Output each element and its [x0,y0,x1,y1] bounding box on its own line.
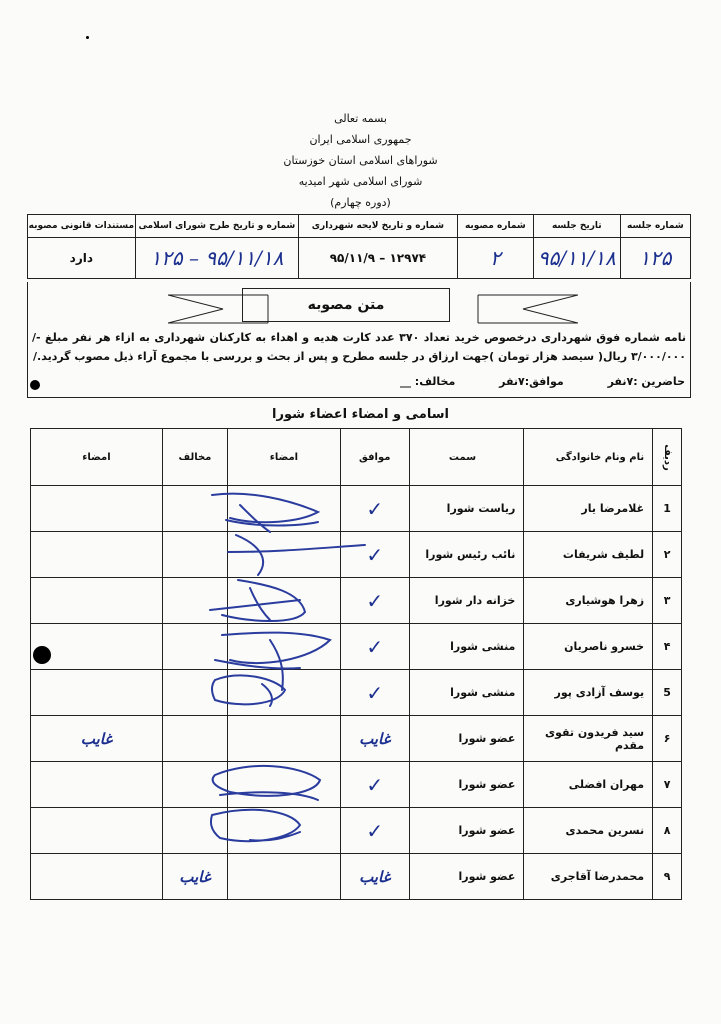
member-name-value: لطیف شریفات [562,548,645,561]
member-agree [340,762,409,808]
header-agree: موافق [340,429,409,486]
table-row [31,532,682,578]
table-row [31,854,682,900]
header-line-5: (دوره چهارم) [330,196,391,209]
ink-dot-left-small [30,380,40,390]
table-row [31,624,682,670]
member-agree [340,578,409,624]
header-line-2: جمهوری اسلامی ایران [309,133,412,146]
row-number [653,716,682,762]
members-table [30,428,682,900]
member-signature [227,716,340,762]
member-signature-2 [31,624,163,670]
member-signature [227,762,340,808]
bill-number-date: ۱۲۹۷۴ – ۹۵/۱۱/۹ [299,238,458,279]
row-number-value: ۳ [663,594,671,607]
ink-dot-left [33,646,51,664]
member-position-value: منشی شورا [450,686,516,699]
member-name [524,486,653,532]
member-name-value: زهرا هوشیاری [565,594,645,607]
present-count: حاضرین :۷نفر [607,375,685,388]
member-name-value: مهران افضلی [568,778,645,791]
member-agree-value: ✓ [366,634,384,659]
member-agree-value: ✓ [366,496,384,521]
member-name [524,578,653,624]
row-number [653,670,682,716]
member-position [409,716,524,762]
table-row [31,716,682,762]
member-disagree [162,486,227,532]
member-agree-value: ✓ [366,772,384,797]
header-bill: شماره و تاریخ لایحه شهرداری [299,215,458,238]
ink-speck-top [86,36,89,39]
member-position-value: ریاست شورا [446,502,516,515]
member-agree-value: ✓ [366,542,384,567]
row-number-value: 5 [663,686,671,699]
table-row [31,670,682,716]
agree-count: موافق:۷نفر [499,375,564,388]
row-number [653,486,682,532]
member-agree-value: ✓ [366,588,384,613]
member-signature-2 [31,532,163,578]
member-position-value: عضو شورا [458,870,516,883]
member-name [524,532,653,578]
member-signature-2 [31,670,163,716]
member-signature [227,578,340,624]
member-signature-2 [31,808,163,854]
member-disagree-value: غایب [179,867,211,886]
member-name-value: خسرو ناصریان [564,640,645,653]
header-name: نام ونام خانوادگی [524,429,653,486]
row-number-value: ۸ [663,824,671,837]
member-position [409,808,524,854]
member-name-value: محمدرضا آقاجری [550,870,645,883]
member-name [524,854,653,900]
member-signature-2 [31,762,163,808]
member-position [409,578,524,624]
session-no: ۱۲۵ [620,238,690,279]
member-signature [227,854,340,900]
member-name [524,762,653,808]
member-disagree [162,670,227,716]
member-signature-2 [31,854,163,900]
member-disagree [162,532,227,578]
session-date: ۹۵/۱۱/۱۸ [533,238,620,279]
member-agree [340,716,409,762]
row-number [653,808,682,854]
member-agree [340,486,409,532]
header-row-no: ردیف [653,429,682,486]
members-title: اسامی و امضاء اعضاء شورا [272,407,449,422]
table-row [31,486,682,532]
header-legal-basis: مستندات قانونی مصوبه [28,215,136,238]
row-number-value: ۶ [663,732,671,745]
member-disagree [162,808,227,854]
member-disagree [162,578,227,624]
member-position [409,532,524,578]
row-number-value: ۲ [663,548,671,561]
header-position: سمت [409,429,524,486]
member-position [409,486,524,532]
row-number [653,854,682,900]
member-disagree [162,762,227,808]
header-session-date: تاریخ جلسه [533,215,620,238]
member-name-value: یوسف آزادی پور [554,686,645,699]
vote-summary [45,375,685,388]
member-name [524,716,653,762]
member-position-value: عضو شورا [458,824,516,837]
member-signature-2-value: غایب [80,729,113,748]
table-row [31,762,682,808]
table-row [31,578,682,624]
member-name [524,624,653,670]
header-line-1: بسمه تعالی [334,112,387,125]
row-number [653,578,682,624]
row-number-value: 1 [663,502,671,515]
table-row [31,808,682,854]
plan-number-date: ۹۵/۱۱/۱۸ – ۱۲۵ [135,238,298,279]
member-agree-value: ✓ [366,680,384,705]
member-name [524,670,653,716]
member-name [524,808,653,854]
member-signature-2 [31,578,163,624]
header-line-4: شورای اسلامی شهر امیدیه [298,175,423,188]
member-agree-value: غایب [359,729,391,748]
row-number [653,762,682,808]
member-agree [340,854,409,900]
member-disagree [162,716,227,762]
member-position-value: نائب رئیس شورا [425,548,516,561]
resolution-text: نامه شماره فوق شهرداری درخصوص خرید تعداد ۳۷۰ عدد کارت هدیه و اهداء به کارکنان شهرداری به ازاء هر نفر مبلغ -/۳/۰۰۰/۰۰۰ ریال( سیصد هزار تومان )جهت ارزاق در جلسه مطرح و پس از بحث و بررسی با مجموع آراء ذیل مصوب گردید./ [32,331,687,363]
row-number [653,532,682,578]
member-position-value: عضو شورا [458,778,516,791]
header-plan: شماره و تاریخ طرح شورای اسلامی [135,215,298,238]
member-signature [227,486,340,532]
member-position [409,854,524,900]
member-signature [227,808,340,854]
legal-basis: دارد [28,238,136,279]
member-position-value: خزانه دار شورا [434,594,516,607]
member-agree [340,532,409,578]
resolution-title: متن مصوبه [242,288,450,322]
member-disagree [162,624,227,670]
header-signature-2: امضاء [31,429,163,486]
member-agree [340,624,409,670]
resolution-no: ۲ [457,238,533,279]
member-agree [340,808,409,854]
disagree-count: مخالف: __ [399,375,456,388]
letterhead [0,108,721,213]
session-info-table [27,214,691,279]
row-number-value: ۹ [663,870,671,883]
header-signature: امضاء [227,429,340,486]
member-agree-value: ✓ [366,818,384,843]
row-number-value: ۷ [663,778,671,791]
header-resolution-no: شماره مصوبه [457,215,533,238]
member-signature-2 [31,716,163,762]
member-signature [227,624,340,670]
member-position [409,624,524,670]
member-name-value: نسرین محمدی [565,824,645,837]
member-signature [227,532,340,578]
member-position-value: عضو شورا [458,732,516,745]
member-name-value: غلامرضا یار [581,502,645,515]
header-line-3: شوراهای اسلامی استان خوزستان [283,154,438,167]
member-agree [340,670,409,716]
member-agree-value: غایب [359,867,391,886]
header-session-no: شماره جلسه [620,215,690,238]
member-position-value: منشی شورا [450,640,516,653]
member-position [409,670,524,716]
member-signature [227,670,340,716]
member-disagree [162,854,227,900]
row-number [653,624,682,670]
member-signature-2 [31,486,163,532]
header-disagree: مخالف [162,429,227,486]
member-name-value: سید فریدون تقوی مقدم [544,725,645,752]
row-number-value: ۴ [663,640,671,653]
member-position [409,762,524,808]
